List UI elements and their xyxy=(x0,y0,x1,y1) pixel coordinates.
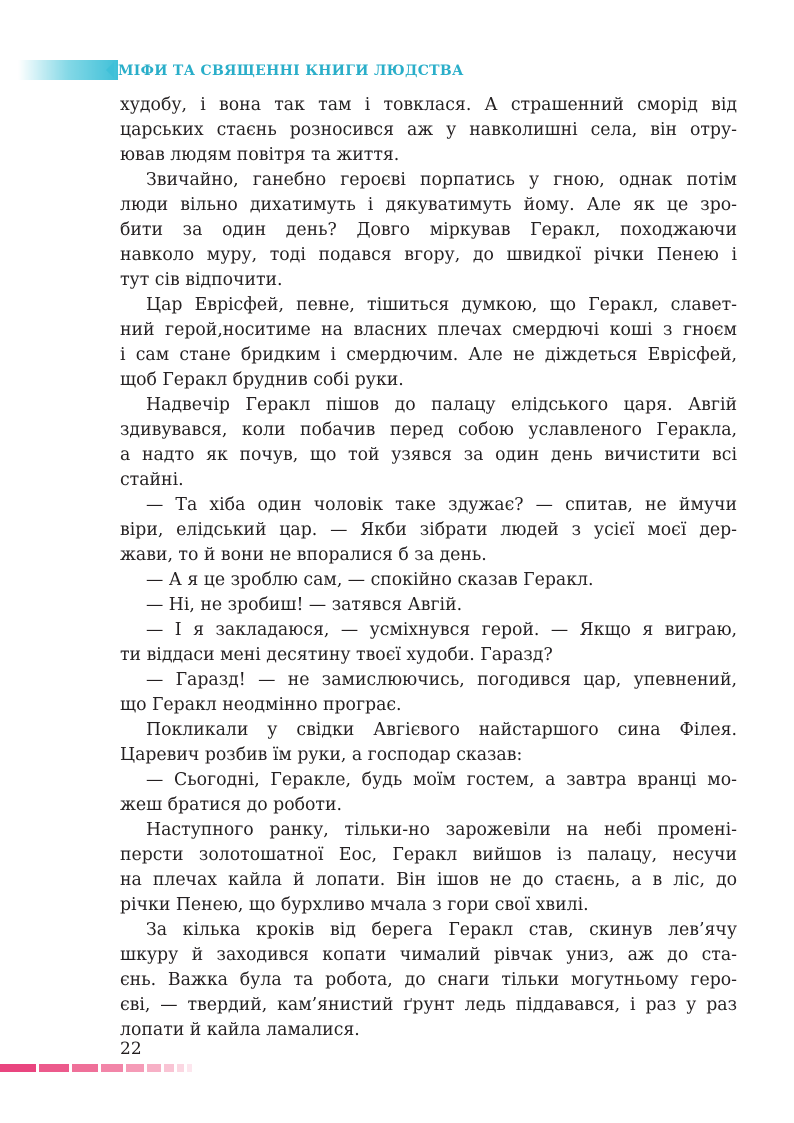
body-text xyxy=(120,93,737,1043)
section-title: МІФИ ТА СВЯЩЕННІ КНИГИ ЛЮДСТВА xyxy=(118,63,464,79)
text-line: і сам стане бридким і смердючим. Але не діждеться Еврісфей, xyxy=(120,345,737,365)
text-line: здивувався, коли побачив перед собою уславленого Геракла, xyxy=(120,420,737,440)
text-line: тут сів відпочити. xyxy=(120,270,283,290)
text-line: — І я закладаюся, — усміхнувся герой. — Якщо я виграю, xyxy=(146,620,737,640)
text-line: худобу, і вона так там і товклася. А страшенний сморід від xyxy=(120,95,737,115)
text-line: жеш братися до роботи. xyxy=(120,795,342,815)
text-line: лопати й кайла ламалися. xyxy=(120,1020,360,1040)
text-line: на плечах кайла й лопати. Він ішов не до стаєнь, а в ліс, до xyxy=(120,870,737,890)
text-line: жави, то й вони не впоралися б за день. xyxy=(120,545,487,565)
text-line: — А я це зроблю сам, — спокійно сказав Геракл. xyxy=(146,570,594,590)
text-line: Покликали у свідки Авгієвого найстаршого сина Філея. xyxy=(146,720,737,740)
text-line: Царевич розбив їм руки, а господар сказав: xyxy=(120,745,523,765)
text-line: ював людям повітря та життя. xyxy=(120,145,400,165)
text-line: ний герой,носитиме на власних плечах смердючі коші з гноєм xyxy=(120,320,737,340)
text-line: а надто як почув, що той узявся за один день вичистити всі xyxy=(120,445,737,465)
text-line: персти золотошатної Еос, Геракл вийшов із палацу, несучи xyxy=(120,845,737,865)
text-line: бити за один день? Довго міркував Геракл, походжаючи xyxy=(120,220,737,240)
text-line: віри, елідський цар. — Якби зібрати людей з усієї моєї дер- xyxy=(120,520,737,540)
footer-decoration xyxy=(0,1064,200,1072)
text-line: Наступного ранку, тільки-но зарожевіли на небі промені- xyxy=(146,820,737,840)
text-line: Надвечір Геракл пішов до палацу елідського царя. Авгій xyxy=(146,395,737,415)
text-line: навколо муру, тоді подався вгору, до швидкої річки Пенею і xyxy=(120,245,737,265)
text-line: — Та хіба один чоловік таке здужає? — спитав, не ймучи xyxy=(146,495,737,515)
text-line: щоб Геракл бруднив собі руки. xyxy=(120,370,404,390)
text-line: єнь. Важка була та робота, до снаги тільки могутньому геро- xyxy=(120,970,737,990)
text-line: — Ні, не зробиш! — затявся Авгій. xyxy=(146,595,463,615)
text-line: Звичайно, ганебно героєві порпатись у гною, однак потім xyxy=(146,170,737,190)
text-line: що Геракл неодмінно програє. xyxy=(120,695,402,715)
text-line: річки Пенею, що бурхливо мчала з гори свої хвилі. xyxy=(120,895,589,915)
text-line: царських стаєнь розносився аж у навколишні села, він отру- xyxy=(120,120,737,140)
text-line: ти віддаси мені десятину твоєї худоби. Гаразд? xyxy=(120,645,553,665)
text-line: стайні. xyxy=(120,470,184,490)
text-line: шкуру й заходився копати чималий рівчак униз, аж до ста- xyxy=(120,945,737,965)
text-line: — Сьогодні, Геракле, будь моїм гостем, а завтра вранці мо- xyxy=(146,770,737,790)
text-line: За кілька кроків від берега Геракл став, скинув лев’ячу xyxy=(146,920,737,940)
text-line: — Гаразд! — не замислюючись, погодився цар, упевнений, xyxy=(146,670,737,690)
text-line: єві, — твердий, кам’янистий ґрунт ледь піддавався, і раз у раз xyxy=(120,995,737,1015)
header-gradient-band xyxy=(18,60,118,80)
text-line: Цар Еврісфей, певне, тішиться думкою, що Геракл, славет- xyxy=(146,295,737,315)
text-line: люди вільно дихатимуть і дякуватимуть йому. Але як це зро- xyxy=(120,195,737,215)
page-number: 22 xyxy=(120,1039,142,1059)
header-arrow-icon xyxy=(106,62,114,78)
